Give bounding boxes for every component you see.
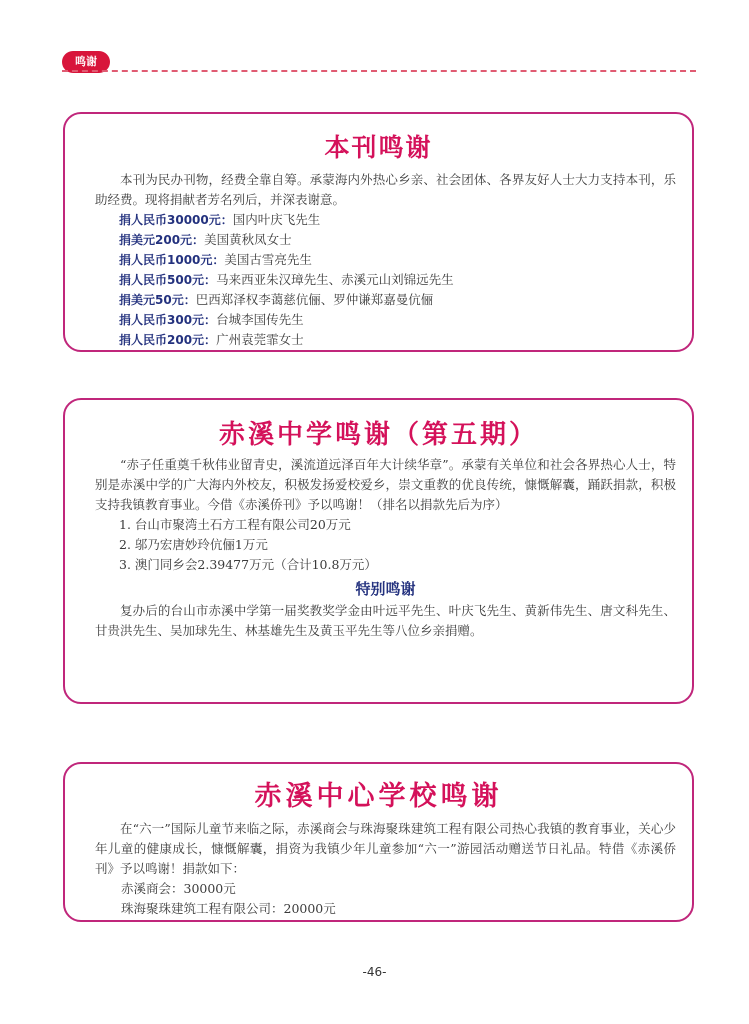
section-intro: 在“六一”国际儿童节来临之际，赤溪商会与珠海聚珠建筑工程有限公司热心我镇的教育事业，关心少年儿童的健康成长，慷慨解囊，捐资为我镇少年儿童参加“六一”游园活动赠送节日礼品。特借《赤溪侨刊》予以鸣谢！捐款如下： — [95, 821, 676, 876]
section-intro: 本刊为民办刊物，经费全靠自筹。承蒙海内外热心乡亲、社会团体、各界友好人士大力支持本刊，乐助经费。现将捐献者芳名列后，并深表谢意。 — [95, 172, 676, 207]
list-item: 3. 澳门同乡会2.39477万元（合计10.8万元） — [119, 557, 377, 572]
donation-list — [95, 879, 676, 919]
section-intro: “赤子任重奠千秋伟业留青史，溪流道远泽百年大计续华章”。承蒙有关单位和社会各界热心人士，特别是赤溪中学的广大海内外校友，积极发扬爱校爱乡，崇文重教的优良传统，慷慨解囊，踊跃捐款，积极支持我镇教育事业。今借《赤溪侨刊》予以鸣谢！（排名以捐款先后为序） — [95, 457, 676, 512]
donor-name: 巴西郑泽权李蔼慈伉俪、罗仲谦郑嘉曼伉俪 — [195, 292, 434, 307]
donor-row — [119, 330, 676, 350]
donor-row — [119, 310, 676, 330]
donor-row — [119, 230, 676, 250]
donor-name: 美国古雪亮先生 — [224, 252, 312, 267]
header-divider — [62, 70, 696, 72]
donation-amount: 捐人民币30000元： — [119, 213, 233, 227]
list-item: 珠海聚珠建筑工程有限公司：20000元 — [121, 901, 336, 916]
page-number: -46- — [362, 965, 387, 979]
donation-amount: 捐美元50元： — [119, 293, 196, 307]
donor-list — [95, 210, 676, 350]
donor-row — [119, 210, 676, 230]
donor-name: 国内叶庆飞先生 — [232, 212, 321, 227]
donation-amount: 捐人民币500元： — [119, 273, 217, 287]
list-item: 1. 台山市聚湾土石方工程有限公司20万元 — [119, 517, 351, 532]
donor-name: 台城李国传先生 — [216, 312, 304, 327]
donation-amount: 捐美元200元： — [119, 233, 205, 247]
donor-row — [119, 250, 676, 270]
acknowledgement-box-journal — [63, 112, 694, 352]
donor-name: 马来西亚朱汉璋先生、赤溪元山刘锦远先生 — [216, 272, 454, 287]
donor-name: 广州袁莞霏女士 — [216, 332, 304, 347]
donor-row — [119, 290, 676, 310]
list-item: 2. 邬乃宏唐妙玲伉俪1万元 — [119, 537, 268, 552]
section-tag: 鸣谢 — [62, 51, 110, 73]
donation-list — [95, 515, 676, 575]
section-title: 本刊鸣谢 — [324, 133, 433, 162]
acknowledgement-box-central-school — [63, 762, 694, 922]
donor-row — [119, 270, 676, 290]
list-item: 赤溪商会：30000元 — [121, 881, 236, 896]
donation-amount: 捐人民币300元： — [119, 313, 217, 327]
section-title: 赤溪中学鸣谢（第五期） — [218, 420, 538, 450]
section-title: 赤溪中心学校鸣谢 — [254, 781, 503, 812]
special-thanks-heading: 特别鸣谢 — [355, 580, 416, 598]
donation-amount: 捐人民币200元： — [119, 333, 217, 347]
acknowledgement-box-middle-school — [63, 398, 694, 704]
donation-amount: 捐人民币1000元： — [119, 253, 225, 267]
donor-name: 美国黄秋凤女士 — [204, 232, 292, 247]
special-thanks-text: 复办后的台山市赤溪中学第一届奖教奖学金由叶远平先生、叶庆飞先生、黄新伟先生、唐文科先生、甘贵洪先生、吴加球先生、林基雄先生及黄玉平先生等八位乡亲捐赠。 — [95, 603, 676, 638]
